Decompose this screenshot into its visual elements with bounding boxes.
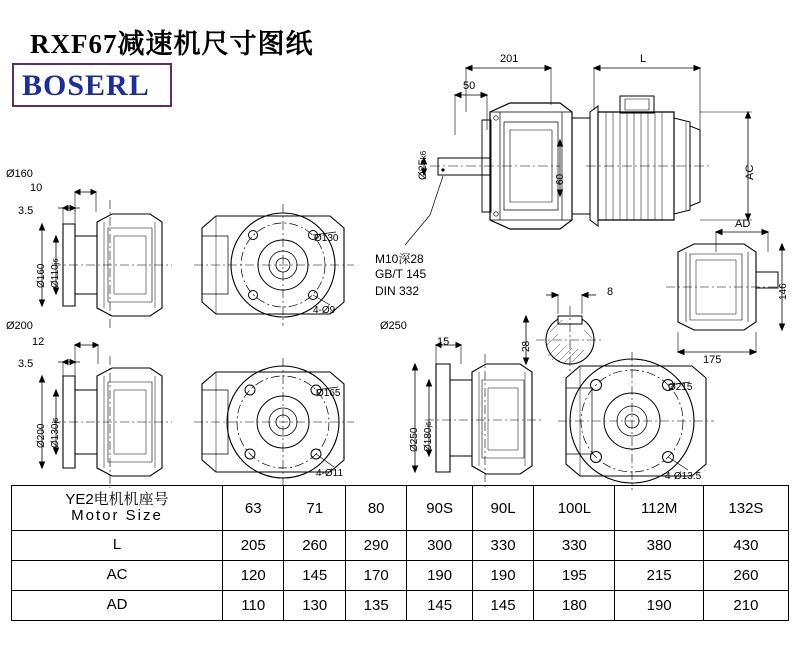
table-row-label-L: L (12, 531, 223, 561)
table-col-6: 112M (615, 486, 703, 531)
table-col-0: 63 (223, 486, 284, 531)
table-row-header (12, 486, 789, 531)
page-title: RXF67减速机尺寸图纸 (30, 29, 314, 59)
table-cell-AD-6: 190 (615, 591, 703, 621)
table-cell-AC-7: 260 (703, 561, 788, 591)
dim-dia180: Ø180j6 (423, 421, 434, 452)
table-cell-L-2: 290 (345, 531, 406, 561)
dim-bolt-circle-215: Ø215 (668, 382, 693, 393)
logo-text: BOSERL (22, 69, 150, 102)
table-cell-L-0: 205 (223, 531, 284, 561)
note-gbt145: GB/T 145 (375, 267, 427, 281)
table-row-AC (12, 561, 789, 591)
table-col-2: 80 (345, 486, 406, 531)
table-cell-L-6: 380 (615, 531, 703, 561)
dim-146: 146 (778, 283, 789, 300)
table-row-label-AC: AC (12, 561, 223, 591)
table-cell-AD-5: 180 (534, 591, 615, 621)
table-cell-L-3: 300 (407, 531, 472, 561)
table-cell-AC-5: 195 (534, 561, 615, 591)
label-flange-250: Ø250 (380, 320, 407, 332)
label-flange-200: Ø200 (6, 320, 33, 332)
table-cell-AD-4: 145 (472, 591, 533, 621)
table-row-AD (12, 591, 789, 621)
dim-60: 60 (555, 173, 566, 185)
dim-15: 15 (437, 336, 450, 348)
table-col-5: 100L (534, 486, 615, 531)
dim-holes-4x13-5: 4-Ø13.5 (665, 471, 702, 482)
dim-8: 8 (607, 286, 614, 298)
table-row-label-AD: AD (12, 591, 223, 621)
dim-10: 10 (30, 182, 43, 194)
table-col-7: 132S (703, 486, 788, 531)
label-flange-160: Ø160 (6, 168, 33, 180)
dim-12: 12 (32, 336, 45, 348)
table-cell-AC-2: 170 (345, 561, 406, 591)
motor-size-table (11, 485, 789, 621)
dim-AD: AD (735, 218, 751, 230)
table-cell-AD-2: 135 (345, 591, 406, 621)
dim-holes-4x11: 4-Ø11 (316, 468, 344, 479)
table-col-1: 71 (284, 486, 345, 531)
table-header-line1: YE2电机机座号 (65, 490, 169, 508)
table-cell-AD-0: 110 (223, 591, 284, 621)
table-cell-AD-7: 210 (703, 591, 788, 621)
table-cell-L-1: 260 (284, 531, 345, 561)
table-cell-AC-3: 190 (407, 561, 472, 591)
table-header-cell (12, 486, 223, 531)
table-cell-AC-0: 120 (223, 561, 284, 591)
dim-holes-4x9: 4-Ø9 (313, 305, 336, 316)
table-header-line2: Motor Size (71, 507, 163, 524)
dim-28: 28 (521, 340, 532, 352)
dim-dia110: Ø110j6 (50, 258, 61, 288)
note-din332: DIN 332 (375, 284, 420, 298)
dim-3-5: 3.5 (18, 205, 34, 217)
table-cell-L-4: 330 (472, 531, 533, 561)
table-cell-AD-1: 130 (284, 591, 345, 621)
table-col-3: 90S (407, 486, 472, 531)
table-cell-AC-6: 215 (615, 561, 703, 591)
table-cell-AD-3: 145 (407, 591, 472, 621)
dim-L: L (640, 53, 647, 65)
dim-dia160: Ø160 (36, 263, 47, 288)
table-cell-AC-4: 190 (472, 561, 533, 591)
dim-bolt-circle-165: Ø165 (316, 388, 341, 399)
table-row-L (12, 531, 789, 561)
dim-AC: AC (744, 164, 756, 180)
dim-3-5-b: 3.5 (18, 358, 34, 370)
dim-dia130: Ø130j6 (50, 417, 61, 448)
table-col-4: 90L (472, 486, 533, 531)
dim-dia250: Ø250 (409, 427, 420, 452)
dim-dia200: Ø200 (36, 423, 47, 448)
table-cell-L-7: 430 (703, 531, 788, 561)
dim-shaft-dia: Ø25k6 (417, 150, 429, 180)
note-m10: M10深28 (375, 252, 424, 266)
dim-175: 175 (703, 354, 722, 366)
dim-201: 201 (500, 53, 519, 65)
dim-bolt-circle-130: Ø130 (314, 233, 339, 244)
dim-50: 50 (463, 80, 476, 92)
table-cell-L-5: 330 (534, 531, 615, 561)
table-cell-AC-1: 145 (284, 561, 345, 591)
